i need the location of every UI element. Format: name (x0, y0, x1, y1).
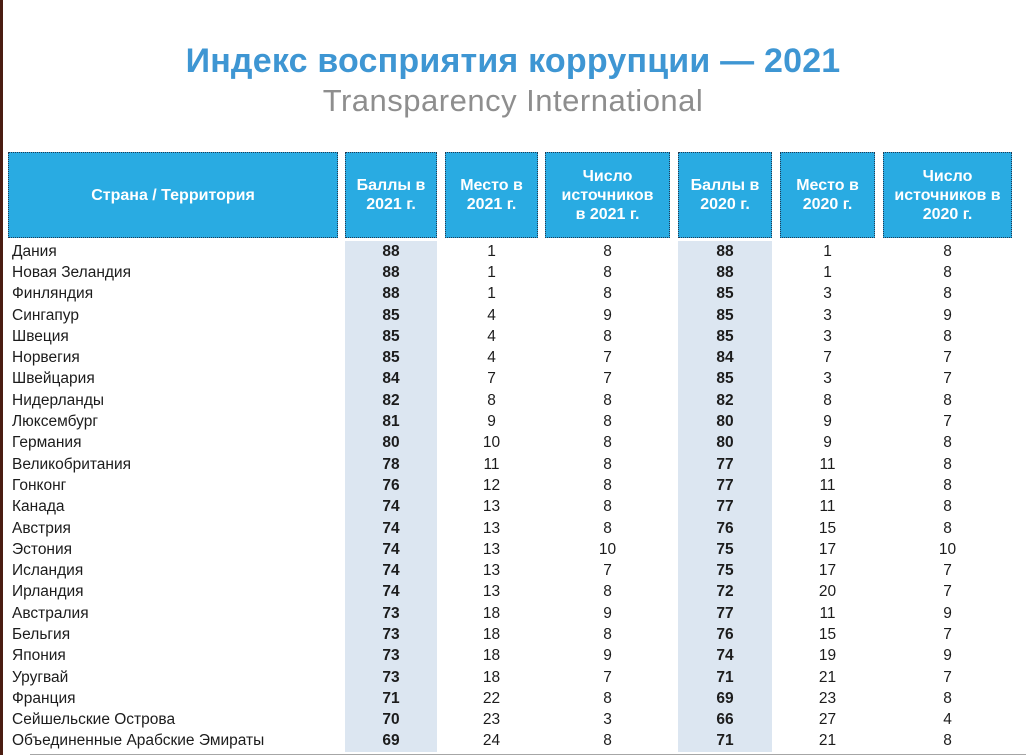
cell-score-2021: 73 (345, 646, 437, 667)
cell-score-2020: 85 (678, 369, 772, 390)
cell-score-2020: 80 (678, 433, 772, 454)
cell-sources-2021: 8 (603, 242, 612, 260)
cell-sources-2021: 9 (603, 306, 612, 324)
cell-sources-2020: 8 (943, 498, 952, 516)
cell-country: Швейцария (12, 370, 95, 388)
cell-score-2021: 71 (345, 688, 437, 709)
cell-rank-2021: 4 (487, 306, 496, 324)
cell-rank-2021: 24 (482, 732, 501, 750)
cell-country: Австрия (12, 519, 71, 537)
cell-country: Япония (12, 647, 66, 665)
cell-sources-2020: 7 (943, 370, 952, 388)
cell-score-2020: 69 (678, 688, 772, 709)
cell-sources-2020: 9 (943, 647, 952, 665)
cell-sources-2020: 8 (943, 434, 952, 452)
cell-rank-2020: 21 (818, 732, 837, 750)
cell-rank-2020: 1 (823, 242, 832, 260)
table-row (8, 731, 1012, 752)
cell-score-2020: 74 (678, 646, 772, 667)
cell-score-2020: 80 (678, 411, 772, 432)
cell-country: Исландия (12, 562, 84, 580)
cell-sources-2021: 8 (603, 327, 612, 345)
cell-sources-2021: 7 (603, 370, 612, 388)
cell-score-2020: 71 (678, 667, 772, 688)
cell-score-2020: 75 (678, 539, 772, 560)
cell-rank-2020: 15 (818, 519, 837, 537)
cell-rank-2020: 3 (823, 306, 832, 324)
cell-rank-2021: 11 (483, 455, 500, 473)
cell-rank-2020: 3 (823, 327, 832, 345)
cell-score-2021: 74 (345, 539, 437, 560)
cell-rank-2020: 9 (823, 413, 832, 431)
table-row (8, 284, 1012, 305)
table-body (8, 241, 1012, 752)
cell-score-2020: 88 (678, 262, 772, 283)
cell-sources-2021: 8 (603, 391, 612, 409)
cell-country: Люксембург (12, 413, 98, 431)
cell-sources-2021: 8 (603, 285, 612, 303)
cell-sources-2021: 8 (603, 434, 612, 452)
cell-sources-2021: 8 (603, 455, 612, 473)
cell-country: Гонконг (12, 476, 67, 494)
cell-rank-2021: 9 (487, 413, 496, 431)
cell-rank-2020: 8 (823, 391, 832, 409)
cell-score-2021: 78 (345, 454, 437, 475)
table-row (8, 262, 1012, 283)
cell-score-2020: 72 (678, 582, 772, 603)
cell-rank-2021: 13 (482, 540, 501, 558)
cell-sources-2020: 8 (943, 519, 952, 537)
cell-country: Дания (12, 242, 57, 260)
cell-sources-2021: 8 (603, 583, 612, 601)
cell-score-2021: 81 (345, 411, 437, 432)
table-row (8, 347, 1012, 368)
table-row (8, 411, 1012, 432)
cell-score-2020: 85 (678, 326, 772, 347)
cell-rank-2021: 22 (482, 689, 501, 707)
cell-sources-2021: 8 (603, 689, 612, 707)
cell-rank-2021: 10 (482, 434, 501, 452)
cell-country: Швеция (12, 327, 69, 345)
table-row (8, 646, 1012, 667)
table-header-row (8, 152, 1012, 238)
cell-score-2021: 76 (345, 475, 437, 496)
table-row (8, 390, 1012, 411)
cell-rank-2020: 11 (819, 476, 836, 494)
column-header-score-2020: Баллы в 2020 г. (678, 152, 772, 238)
column-header-sources-2021: Число источников в 2021 г. (545, 152, 670, 238)
cell-sources-2020: 7 (943, 583, 952, 601)
column-header-sources-2020: Число источников в 2020 г. (883, 152, 1012, 238)
cell-rank-2021: 13 (482, 583, 501, 601)
cell-sources-2021: 3 (603, 711, 612, 729)
table-row (8, 326, 1012, 347)
cell-sources-2020: 8 (943, 242, 952, 260)
cell-rank-2020: 15 (818, 625, 837, 643)
cell-rank-2020: 19 (818, 647, 837, 665)
cell-rank-2021: 1 (487, 263, 496, 281)
cell-rank-2020: 3 (823, 370, 832, 388)
cell-rank-2021: 13 (482, 498, 501, 516)
cell-score-2021: 73 (345, 624, 437, 645)
cell-score-2021: 88 (345, 284, 437, 305)
cell-sources-2020: 8 (943, 263, 952, 281)
cell-rank-2020: 23 (818, 689, 837, 707)
page-title: Индекс восприятия коррупции — 2021 (185, 42, 841, 80)
cell-country: Канада (12, 498, 65, 516)
cell-country: Австралия (12, 604, 89, 622)
table-row (8, 369, 1012, 390)
cell-score-2021: 74 (345, 497, 437, 518)
cell-score-2020: 71 (678, 731, 772, 752)
table-row (8, 560, 1012, 581)
cell-sources-2020: 8 (943, 455, 952, 473)
table-row (8, 667, 1012, 688)
table-row (8, 539, 1012, 560)
table-row (8, 688, 1012, 709)
cell-sources-2020: 10 (938, 540, 957, 558)
table-row (8, 518, 1012, 539)
cell-rank-2020: 17 (818, 562, 837, 580)
table-row (8, 582, 1012, 603)
cell-rank-2020: 20 (818, 583, 837, 601)
cpi-table (8, 152, 1012, 752)
cell-country: Германия (12, 434, 82, 452)
cell-score-2020: 66 (678, 710, 772, 731)
cell-score-2021: 74 (345, 518, 437, 539)
column-header-rank-2020: Место в 2020 г. (780, 152, 875, 238)
cell-country: Новая Зеландия (12, 263, 131, 281)
cell-sources-2021: 7 (603, 349, 612, 367)
cell-score-2020: 82 (678, 390, 772, 411)
cell-score-2020: 77 (678, 454, 772, 475)
cell-country: Объединенные Арабские Эмираты (12, 732, 265, 750)
cell-score-2021: 85 (345, 347, 437, 368)
cell-score-2020: 85 (678, 305, 772, 326)
cell-rank-2020: 3 (823, 285, 832, 303)
cell-score-2021: 88 (345, 262, 437, 283)
cell-rank-2021: 18 (482, 625, 501, 643)
cell-score-2021: 85 (345, 326, 437, 347)
cell-sources-2021: 8 (603, 519, 612, 537)
cell-sources-2021: 8 (603, 413, 612, 431)
cell-score-2021: 73 (345, 603, 437, 624)
column-header-score-2021: Баллы в 2021 г. (345, 152, 437, 238)
cell-score-2021: 88 (345, 241, 437, 262)
cell-sources-2020: 7 (943, 625, 952, 643)
cell-sources-2020: 8 (943, 476, 952, 494)
cell-rank-2021: 1 (487, 242, 496, 260)
cell-sources-2020: 8 (943, 732, 952, 750)
cell-sources-2020: 9 (943, 306, 952, 324)
cell-rank-2020: 21 (818, 668, 837, 686)
cell-score-2021: 74 (345, 582, 437, 603)
cell-rank-2020: 1 (823, 263, 832, 281)
cell-score-2021: 73 (345, 667, 437, 688)
table-row (8, 710, 1012, 731)
cell-sources-2021: 8 (603, 625, 612, 643)
cell-rank-2020: 7 (823, 349, 832, 367)
table-row (8, 305, 1012, 326)
cell-rank-2020: 11 (819, 498, 836, 516)
cell-rank-2020: 11 (819, 604, 836, 622)
cell-sources-2021: 8 (603, 263, 612, 281)
column-header-country: Страна / Территория (8, 152, 338, 238)
cell-country: Финляндия (12, 285, 94, 303)
cell-country: Сейшельские Острова (12, 711, 176, 729)
cell-sources-2021: 9 (603, 604, 612, 622)
cell-rank-2021: 23 (482, 711, 501, 729)
cell-score-2021: 82 (345, 390, 437, 411)
cell-country: Бельгия (12, 625, 71, 643)
cell-rank-2021: 4 (487, 349, 496, 367)
cell-score-2021: 69 (345, 731, 437, 752)
cell-rank-2021: 18 (482, 668, 501, 686)
cell-sources-2020: 8 (943, 285, 952, 303)
cell-score-2020: 85 (678, 284, 772, 305)
cell-country: Франция (12, 689, 76, 707)
column-header-rank-2021: Место в 2021 г. (445, 152, 538, 238)
cell-rank-2021: 13 (482, 562, 501, 580)
cell-sources-2020: 7 (943, 668, 952, 686)
cell-rank-2020: 11 (819, 455, 836, 473)
table-row (8, 603, 1012, 624)
cell-score-2020: 77 (678, 475, 772, 496)
cell-country: Норвегия (12, 349, 80, 367)
table-row (8, 241, 1012, 262)
cell-sources-2021: 7 (603, 562, 612, 580)
cell-sources-2021: 8 (603, 732, 612, 750)
cell-sources-2020: 8 (943, 689, 952, 707)
cell-sources-2021: 8 (603, 498, 612, 516)
cell-sources-2020: 4 (943, 711, 952, 729)
cell-sources-2021: 10 (598, 540, 617, 558)
cell-country: Великобритания (12, 455, 132, 473)
cell-country: Эстония (12, 540, 73, 558)
cell-score-2021: 84 (345, 369, 437, 390)
cell-score-2021: 85 (345, 305, 437, 326)
table-row (8, 433, 1012, 454)
cell-rank-2021: 4 (487, 327, 496, 345)
table-row (8, 624, 1012, 645)
cell-sources-2020: 8 (943, 391, 952, 409)
cell-sources-2020: 9 (943, 604, 952, 622)
table-row (8, 454, 1012, 475)
cell-rank-2021: 8 (487, 391, 496, 409)
cell-score-2020: 76 (678, 518, 772, 539)
cell-sources-2021: 9 (603, 647, 612, 665)
cell-score-2020: 77 (678, 603, 772, 624)
cell-score-2021: 74 (345, 560, 437, 581)
cell-sources-2021: 8 (603, 476, 612, 494)
cell-rank-2021: 18 (482, 604, 501, 622)
cell-rank-2020: 27 (818, 711, 837, 729)
cell-rank-2020: 9 (823, 434, 832, 452)
cell-sources-2020: 7 (943, 349, 952, 367)
cell-rank-2021: 7 (487, 370, 496, 388)
cell-sources-2020: 7 (943, 562, 952, 580)
cell-sources-2020: 7 (943, 413, 952, 431)
cell-sources-2020: 8 (943, 327, 952, 345)
cell-score-2020: 75 (678, 560, 772, 581)
cell-score-2020: 77 (678, 497, 772, 518)
cell-country: Нидерланды (12, 391, 105, 409)
cell-rank-2021: 1 (487, 285, 496, 303)
table-row (8, 475, 1012, 496)
table-row (8, 497, 1012, 518)
cell-score-2021: 70 (345, 710, 437, 731)
cell-score-2021: 80 (345, 433, 437, 454)
cell-country: Уругвай (12, 668, 69, 686)
cell-country: Ирландия (12, 583, 84, 601)
cell-sources-2021: 7 (603, 668, 612, 686)
cell-rank-2021: 12 (482, 476, 501, 494)
cell-rank-2021: 13 (482, 519, 501, 537)
cell-score-2020: 76 (678, 624, 772, 645)
cell-country: Сингапур (12, 306, 79, 324)
cell-rank-2021: 18 (482, 647, 501, 665)
cell-rank-2020: 17 (818, 540, 837, 558)
cell-score-2020: 88 (678, 241, 772, 262)
title-block (0, 0, 1026, 118)
page-subtitle: Transparency International (322, 83, 704, 118)
cell-score-2020: 84 (678, 347, 772, 368)
